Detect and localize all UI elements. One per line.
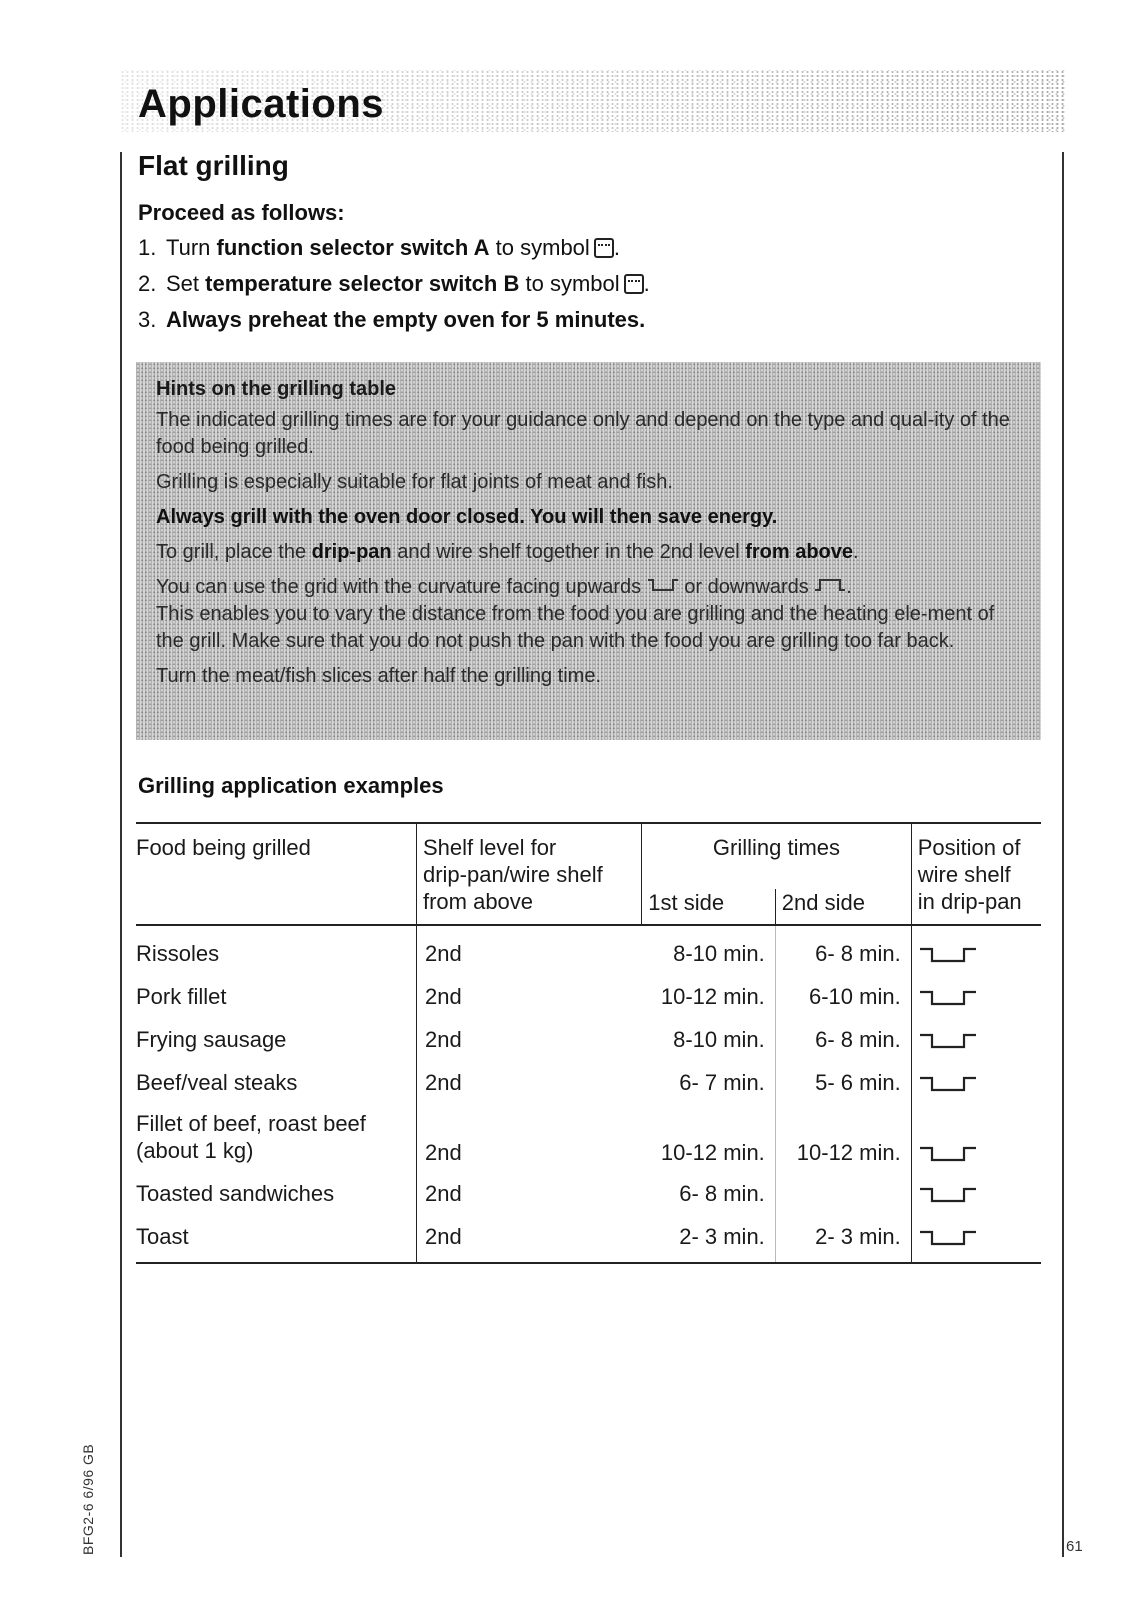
shelf-position-icon <box>918 989 984 1007</box>
page-number: 61 <box>1066 1538 1083 1555</box>
page-title: Applications <box>138 82 385 126</box>
hint-paragraph: Grilling is especially suitable for flat joints of meat and fish. <box>156 471 673 493</box>
hints-box <box>136 362 1041 740</box>
hints-title: Hints on the grilling table <box>156 378 396 400</box>
hint-paragraph: The indicated grilling times are for your guidance only and depend on the type and qual-ity of the food being grilled. <box>156 409 1010 458</box>
col-header-2nd-side: 2nd side <box>775 889 911 925</box>
hint-paragraph-bold: Always grill with the oven door closed. You will then save energy. <box>156 506 778 528</box>
step-item: 2. Set temperature selector switch B to symbol . <box>138 271 650 296</box>
grid-upward-icon <box>647 577 679 593</box>
table-row: Toasted sandwiches 2nd 6- 8 min. <box>136 1172 1041 1215</box>
step-item: 1. Turn function selector switch A to symbol . <box>138 235 620 260</box>
table-row: Fillet of beef, roast beef (about 1 kg) 2nd 10-12 min. 10-12 min. <box>136 1104 1041 1172</box>
table-row: Beef/veal steaks 2nd 6- 7 min. 5- 6 min. <box>136 1061 1041 1104</box>
grilling-table <box>136 822 1041 1264</box>
hint-paragraph: Turn the meat/fish slices after half the grilling time. <box>156 665 601 687</box>
hint-paragraph: You can use the grid with the curvature facing upwards or downwards . <box>156 576 852 598</box>
grill-symbol-icon <box>594 238 614 258</box>
hint-paragraph: To grill, place the drip-pan and wire shelf together in the 2nd level from above. <box>156 541 859 563</box>
col-header-food: Food being grilled <box>136 835 311 860</box>
col-header-grilling-times: Grilling times <box>642 823 911 889</box>
step-list <box>138 233 650 341</box>
table-row: Rissoles 2nd 8-10 min. 6- 8 min. <box>136 925 1041 975</box>
section-title: Flat grilling <box>138 150 289 181</box>
document-code: BFG2-6 6/96 GB <box>80 1443 96 1555</box>
proceed-heading: Proceed as follows: <box>138 200 345 225</box>
step-item: 3. Always preheat the empty oven for 5 minutes. <box>138 307 646 332</box>
grid-downward-icon <box>814 577 846 593</box>
shelf-position-icon <box>918 1186 984 1204</box>
right-margin-rule <box>1062 152 1064 1557</box>
shelf-position-icon <box>918 1145 984 1163</box>
col-header-shelf: Shelf level for drip-pan/wire shelf from above <box>416 823 641 925</box>
table-row: Pork fillet 2nd 10-12 min. 6-10 min. <box>136 975 1041 1018</box>
table-row: Frying sausage 2nd 8-10 min. 6- 8 min. <box>136 1018 1041 1061</box>
left-margin-rule <box>120 152 122 1557</box>
col-header-position: Position of wire shelf in drip-pan <box>911 823 1041 925</box>
shelf-position-icon <box>918 1229 984 1247</box>
shelf-position-icon <box>918 1075 984 1093</box>
col-header-1st-side: 1st side <box>642 889 776 925</box>
shelf-position-icon <box>918 946 984 964</box>
examples-title: Grilling application examples <box>138 773 444 798</box>
grill-symbol-icon <box>624 274 644 294</box>
table-row: Toast 2nd 2- 3 min. 2- 3 min. <box>136 1215 1041 1263</box>
shelf-position-icon <box>918 1032 984 1050</box>
hint-paragraph: This enables you to vary the distance from the food you are grilling and the heating ele-ment of the grill. Make sure that you do not push the pan with the food you are grilling too far back. <box>156 603 995 652</box>
